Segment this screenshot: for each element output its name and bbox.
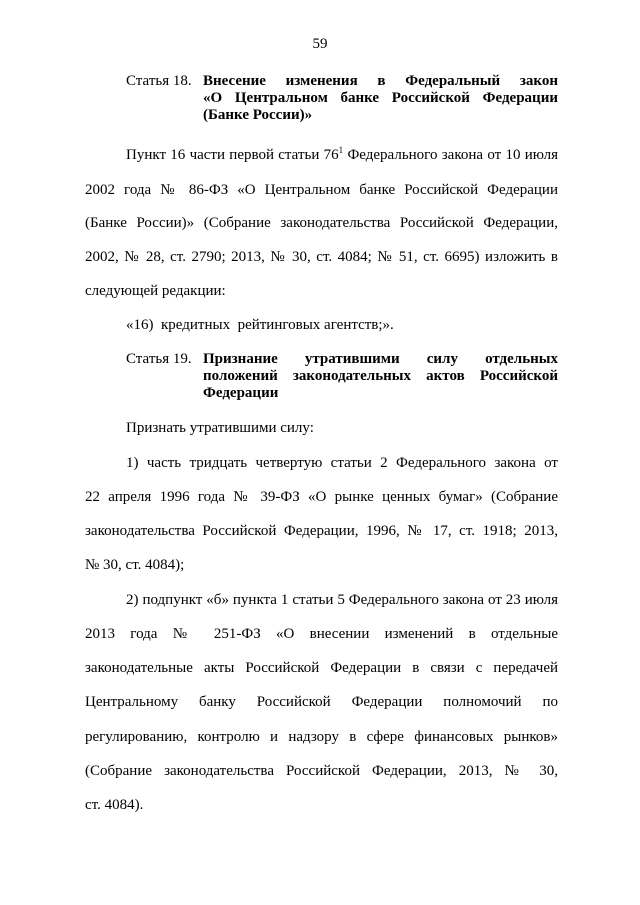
paragraph-line: Признать утратившими силу: [126, 420, 314, 436]
article-18-title-line: (Банке России)» [203, 107, 313, 123]
list-item-line: законодательства Российской Федерации, 1996, № 17, ст. 1918; 2013, [85, 523, 558, 539]
list-item-line: ст. 4084). [85, 797, 144, 813]
paragraph-line: 2002 года № 86-ФЗ «О Центральном банке Российской Федерации [85, 182, 558, 198]
superscript: 1 [338, 145, 344, 155]
article-19-title [203, 351, 558, 402]
article-19-heading [126, 351, 558, 402]
paragraph-line: 2002, № 28, ст. 2790; 2013, № 30, ст. 4084; № 51, ст. 6695) изложить в [85, 249, 558, 265]
list-item-line: (Собрание законодательства Российской Федерации, 2013, № 30, [85, 763, 558, 779]
list-item-line: Центральному банку Российской Федерации полномочий по [85, 694, 558, 710]
quoted-amendment: «16) кредитных рейтинговых агентств;». [126, 317, 394, 333]
page-number: 59 [312, 36, 328, 52]
list-item-line: регулированию, контролю и надзору в сфере финансовых рынков» [85, 729, 558, 745]
list-item-line: 2) подпункт «б» пункта 1 статьи 5 Федерального закона от 23 июля [126, 592, 558, 608]
article-19-label: Статья 19. [126, 351, 192, 367]
paragraph-line: (Банке России)» (Собрание законодательства Российской Федерации, [85, 215, 558, 231]
article-19-title-line: Федерации [203, 385, 279, 401]
paragraph-line: следующей редакции: [85, 283, 226, 299]
list-item-line: 1) часть тридцать четвертую статьи 2 Федерального закона от [126, 455, 558, 471]
list-item-line: 2013 года № 251-ФЗ «О внесении изменений в отдельные [85, 626, 558, 642]
article-18-label: Статья 18. [126, 73, 192, 89]
article-19-title-line: Признание утратившими силу отдельных [203, 351, 558, 367]
article-18-title [203, 73, 558, 124]
paragraph-text: Федерального закона от 10 июля [343, 147, 558, 163]
article-18-title-line: Внесение изменения в Федеральный закон [203, 73, 558, 89]
list-item-line: 22 апреля 1996 года № 39-ФЗ «О рынке ценных бумаг» (Собрание [85, 489, 558, 505]
list-item-line: законодательные акты Российской Федерации в связи с передачей [85, 660, 558, 676]
list-item-line: № 30, ст. 4084); [85, 557, 185, 573]
article-18-heading [126, 73, 558, 124]
article-18-title-line: «О Центральном банке Российской Федерации [203, 90, 558, 106]
paragraph-text: Пункт 16 части первой статьи 76 [126, 147, 339, 163]
article-19-title-line: положений законодательных актов Российской [203, 368, 558, 384]
paragraph-line [126, 147, 558, 164]
